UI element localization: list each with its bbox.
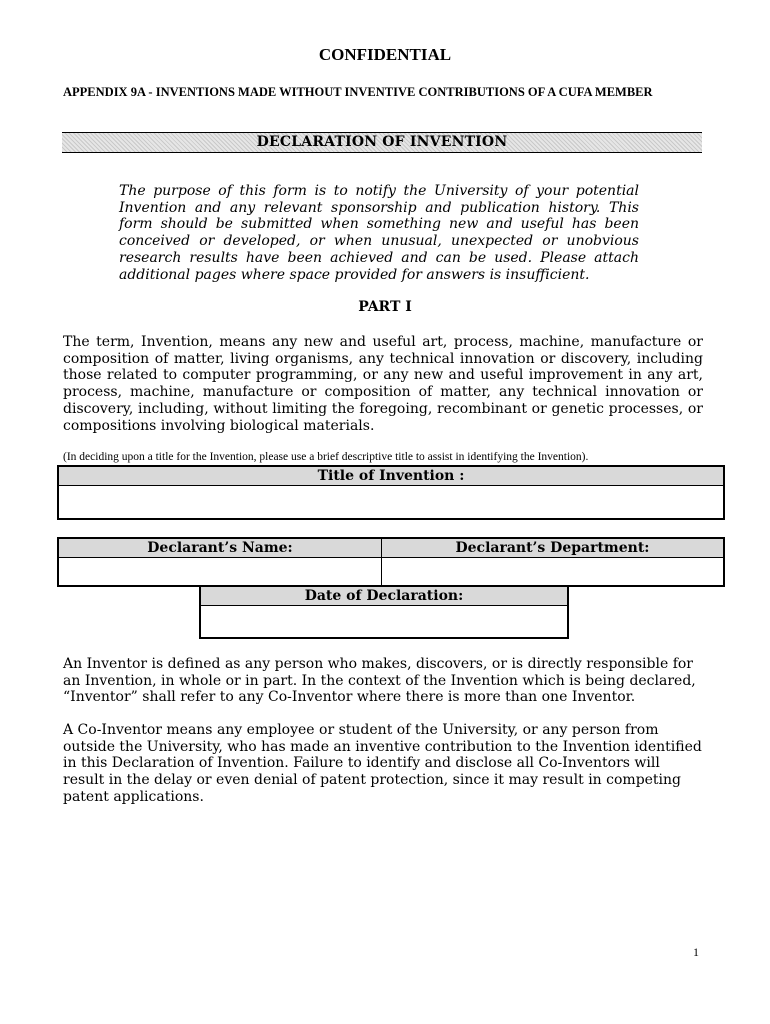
declarant-box xyxy=(57,537,725,587)
date-of-declaration-label: Date of Declaration: xyxy=(201,587,567,606)
title-of-invention-label: Title of Invention : xyxy=(59,467,723,486)
declarant-name-label: Declarant’s Name: xyxy=(59,539,381,558)
title-note: (In deciding upon a title for the Invention, please use a brief descriptive title to assist in identifying the Invention). xyxy=(63,451,589,463)
inventor-definition: An Inventor is defined as any person who makes, discovers, or is directly responsible for an Invention, in whole or in part. In the context of the Invention which is being declared, “Inventor” shall refer to any Co-Inventor where there is more than one Inventor. xyxy=(63,656,696,706)
title-of-invention-box xyxy=(57,465,725,520)
declarant-department-field[interactable] xyxy=(382,558,723,585)
declaration-banner-title: DECLARATION OF INVENTION xyxy=(256,134,508,150)
intro-paragraph: The purpose of this form is to notify the University of your potential Invention and any relevant sponsorship and publication history. This form should be submitted when something new and useful has been conceived or developed, or when unusual, unexpected or unobvious research results have been achieved and can be used. Please attach additional pages where space provided for answers is insufficient. xyxy=(119,183,639,283)
date-of-declaration-field[interactable] xyxy=(201,606,567,637)
date-of-declaration-box xyxy=(199,585,569,639)
coinventor-definition: A Co-Inventor means any employee or student of the University, or any person from outside the University, who has made an inventive contribution to the Invention identified in this Declaration of Invention. Failure to identify and disclose all Co-Inventors will result in the delay or even denial of patent protection, since it may result in competing patent applications. xyxy=(63,722,702,805)
invention-definition: The term, Invention, means any new and useful art, process, machine, manufacture or composition of matter, living organisms, any technical innovation or discovery, including those related to computer programming, or any new and useful improvement in any art, process, machine, manufacture or composition of matter, any technical innovation or discovery, including, without limiting the foregoing, recombinant or genetic processes, or compositions involving biological materials. xyxy=(63,334,703,434)
declaration-banner xyxy=(62,132,702,153)
declarant-name-field[interactable] xyxy=(59,558,381,585)
appendix-title: APPENDIX 9A - INVENTIONS MADE WITHOUT INVENTIVE CONTRIBUTIONS OF A CUFA MEMBER xyxy=(63,85,653,99)
confidential-heading: CONFIDENTIAL xyxy=(318,45,452,64)
declarant-department-label: Declarant’s Department: xyxy=(382,539,723,558)
page-number: 1 xyxy=(693,945,699,959)
part-heading: PART I xyxy=(358,299,412,315)
title-of-invention-field[interactable] xyxy=(59,486,723,518)
